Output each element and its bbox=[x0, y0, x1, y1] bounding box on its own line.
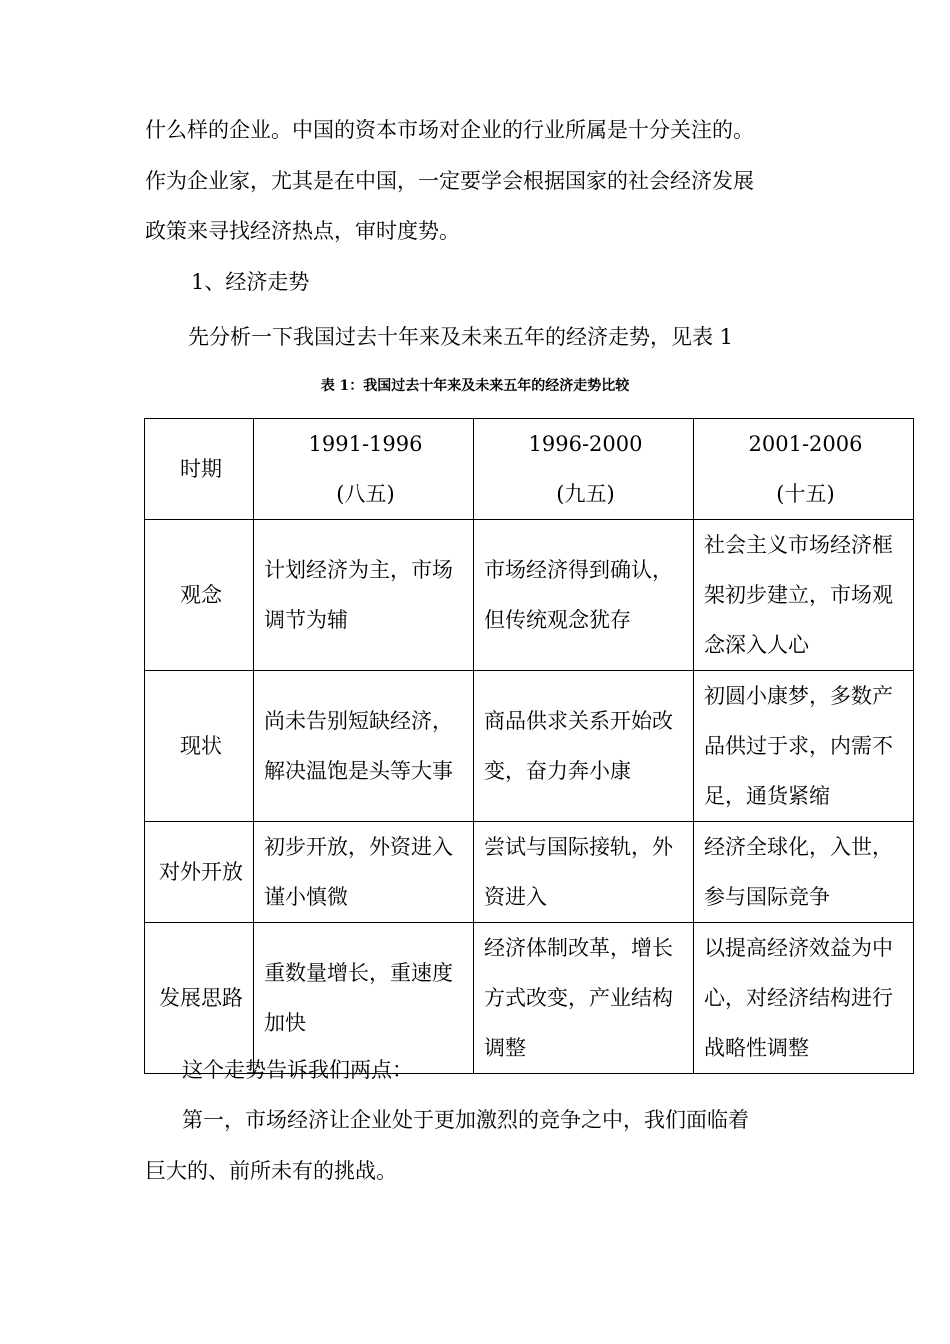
header-label: 时期 bbox=[180, 457, 222, 481]
row-label: 现状 bbox=[145, 671, 254, 822]
table-caption: 表 1：我国过去十年来及未来五年的经济走势比较 bbox=[320, 378, 630, 394]
table-cell: 以提高经济效益为中心，对经济结构进行战略性调整 bbox=[694, 923, 914, 1074]
intro-line-2: 作为企业家，尤其是在中国，一定要学会根据国家的社会经济发展 bbox=[145, 169, 754, 193]
table-cell: 经济体制改革，增长方式改变，产业结构调整 bbox=[474, 923, 694, 1074]
period-years: 1996-2000 bbox=[528, 432, 643, 456]
table-cell: 尝试与国际接轨，外资进入 bbox=[474, 822, 694, 923]
table-row bbox=[145, 923, 914, 1074]
table-cell: 初步开放，外资进入谨小慎微 bbox=[254, 822, 474, 923]
table-cell: 经济全球化，入世，参与国际竞争 bbox=[694, 822, 914, 923]
period-header-cell bbox=[254, 419, 474, 520]
period-header-cell bbox=[694, 419, 914, 520]
conclusion-line-1: 这个走势告诉我们两点： bbox=[182, 1058, 413, 1082]
table-row bbox=[145, 671, 914, 822]
period-plan: (九五) bbox=[556, 482, 615, 506]
table-row bbox=[145, 520, 914, 671]
section-heading: 1、经济走势 bbox=[191, 270, 310, 294]
table-header-row bbox=[145, 419, 914, 520]
table-cell: 重数量增长，重速度加快 bbox=[254, 923, 474, 1074]
period-years: 1991-1996 bbox=[308, 432, 423, 456]
intro-line-3: 政策来寻找经济热点，审时度势。 bbox=[145, 219, 460, 243]
period-plan: (八五) bbox=[336, 482, 395, 506]
section-intro: 先分析一下我国过去十年来及未来五年的经济走势，见表 1 bbox=[188, 325, 734, 349]
row-label: 观念 bbox=[145, 520, 254, 671]
period-plan: (十五) bbox=[776, 482, 835, 506]
economic-trend-table bbox=[144, 418, 914, 1074]
row-label: 对外开放 bbox=[145, 822, 254, 923]
period-years: 2001-2006 bbox=[748, 432, 863, 456]
table-cell: 社会主义市场经济框架初步建立，市场观念深入人心 bbox=[694, 520, 914, 671]
period-header-cell bbox=[474, 419, 694, 520]
header-label-cell bbox=[145, 419, 254, 520]
table-cell: 商品供求关系开始改变，奋力奔小康 bbox=[474, 671, 694, 822]
table-row bbox=[145, 822, 914, 923]
row-label: 发展思路 bbox=[145, 923, 254, 1074]
conclusion-line-2: 第一，市场经济让企业处于更加激烈的竞争之中，我们面临着 bbox=[182, 1108, 749, 1132]
table-cell: 市场经济得到确认，但传统观念犹存 bbox=[474, 520, 694, 671]
table-cell: 初圆小康梦，多数产品供过于求，内需不足，通货紧缩 bbox=[694, 671, 914, 822]
table-cell: 尚未告别短缺经济，解决温饱是头等大事 bbox=[254, 671, 474, 822]
table-cell: 计划经济为主，市场调节为辅 bbox=[254, 520, 474, 671]
intro-line-1: 什么样的企业。中国的资本市场对企业的行业所属是十分关注的。 bbox=[145, 118, 754, 142]
conclusion-line-3: 巨大的、前所未有的挑战。 bbox=[145, 1159, 397, 1183]
